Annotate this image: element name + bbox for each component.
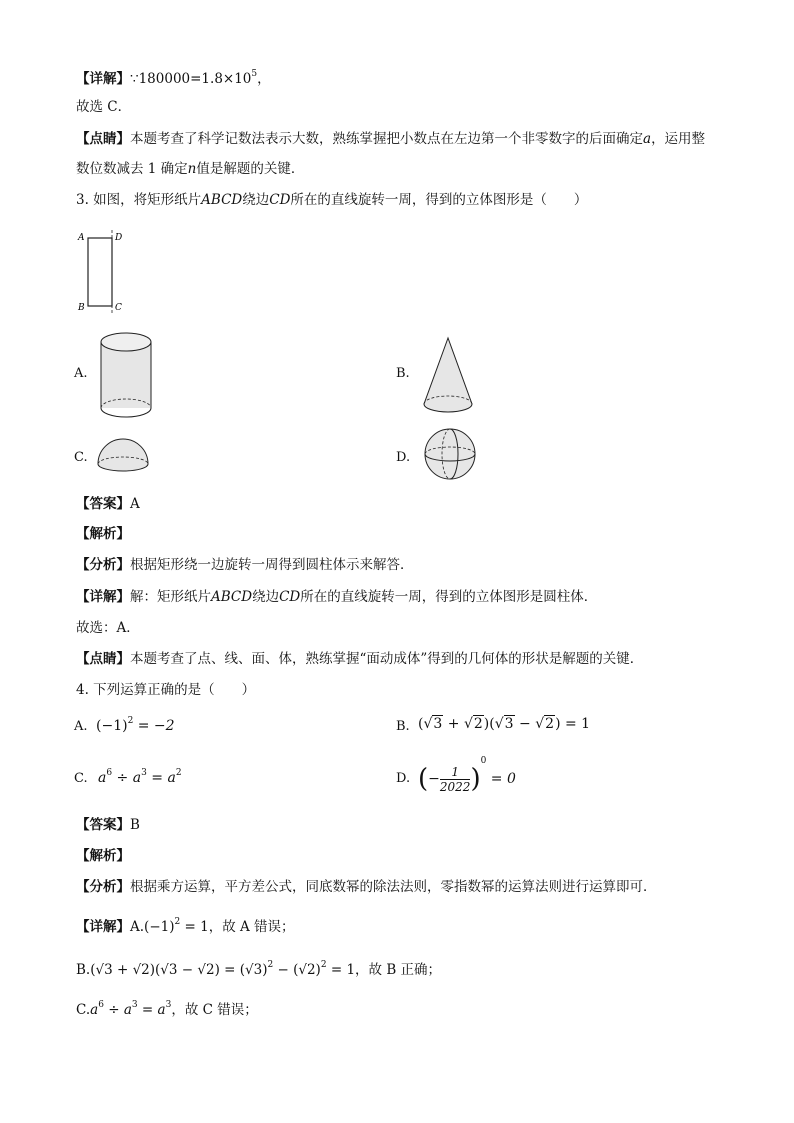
choose-3: 故选：A． <box>76 620 140 636</box>
exp: 6 <box>106 768 113 778</box>
fenxi-tag: 【分析】 <box>76 557 130 573</box>
q4-option-c-label: C. <box>74 771 88 786</box>
denominator: 2022 <box>439 779 471 794</box>
detail-text: 解：矩形纸片 <box>130 589 211 605</box>
numerator: 1 <box>451 764 459 779</box>
answer-3 <box>76 494 140 514</box>
var-a: a <box>167 770 176 786</box>
var-cd: CD <box>279 589 301 605</box>
exp: 3 <box>141 768 147 778</box>
op: ÷ <box>103 1002 124 1018</box>
point-text-c: 数位数减去 1 确定 <box>76 161 188 177</box>
point-tag: 【点睛】 <box>76 651 130 667</box>
detail-tail: ，故 A 错误； <box>208 919 295 935</box>
expr-rhs: = −2 <box>137 718 175 734</box>
label-a: A <box>78 233 85 243</box>
analysis-4-tag: 【解析】 <box>76 848 130 864</box>
var-abcd: ABCD <box>201 192 243 208</box>
radicand: 2 <box>473 716 483 732</box>
var-a: a <box>123 1002 132 1018</box>
q4-option-b-expr: (√3 + √2)(√3 − √2) = 1 <box>418 716 591 732</box>
analysis-3-tag: 【解析】 <box>76 526 130 542</box>
q4-option-c-expr <box>98 768 182 786</box>
paren: ) <box>555 716 561 732</box>
punct: ， <box>257 71 271 87</box>
expr-rhs: = 1 <box>180 919 209 935</box>
detail-tag: 【详解】 <box>76 919 130 935</box>
paren: ( <box>418 716 424 732</box>
expr: (√3 + √2)(√3 − √2) = (√3) <box>90 962 268 978</box>
answer-value: B <box>130 817 140 833</box>
point-3 <box>76 649 643 669</box>
exp: 6 <box>98 1000 104 1010</box>
question-3-stem <box>76 190 587 210</box>
fenxi-4 <box>76 877 657 897</box>
var-cd: CD <box>269 192 291 208</box>
detail-text: 绕边 <box>252 589 280 605</box>
answer-tag: 【答案】 <box>76 496 130 512</box>
point-line-2 <box>76 159 304 179</box>
fenxi-3 <box>76 555 414 575</box>
choose-line-1: 故选 C． <box>76 99 132 115</box>
var-a: a <box>157 1002 166 1018</box>
op: − <box>514 716 536 732</box>
exp: 2 <box>267 960 274 970</box>
rectangle-figure <box>76 228 136 318</box>
cone-icon <box>420 334 480 424</box>
op: = <box>137 1002 158 1018</box>
point-tag: 【点睛】 <box>76 131 130 147</box>
fenxi-text: 根据矩形绕一边旋转一周得到圆柱体示来解答． <box>130 557 414 573</box>
option-a-label: A. <box>74 366 88 381</box>
stem-text: 3. 如图，将矩形纸片 <box>76 192 202 208</box>
detail-line-1 <box>76 64 271 89</box>
fenxi-tag: 【分析】 <box>76 879 130 895</box>
q4-option-d-label: D. <box>396 771 411 786</box>
expr-rhs: = 1 <box>326 962 356 978</box>
cylinder-icon <box>98 330 158 420</box>
detail-tail: ，故 B 正确； <box>355 962 442 978</box>
point-line-1 <box>76 129 705 149</box>
label-d: D <box>115 233 123 243</box>
expr-exp: 2 <box>127 716 134 726</box>
exp: 0 <box>480 756 487 766</box>
point-text: 本题考查了科学记数法表示大数，熟练掌握把小数点在左边第一个非零数字的后面确定 <box>130 131 643 147</box>
expr-rhs: = 0 <box>490 771 516 787</box>
detail-text: ∵180000=1.8×10 <box>130 71 252 87</box>
var-a: a <box>132 770 142 786</box>
exp: 3 <box>165 1000 172 1010</box>
answer-value: A <box>130 496 140 512</box>
var-a: a <box>90 1002 99 1018</box>
detail-4-b <box>76 955 441 980</box>
point-text-d: 值是解题的关键． <box>196 161 305 177</box>
q4-option-a-label: A. <box>74 719 88 734</box>
q4-option-d-expr: (− $\frac{1}{2022}$ )$^0$ = 0 <box>418 756 516 794</box>
radicand: 2 <box>545 716 555 732</box>
option-c-label: C. <box>74 450 88 465</box>
exp: 2 <box>174 917 181 927</box>
question-4-stem: 4. 下列运算正确的是（ ） <box>76 682 256 698</box>
detail-4-a <box>76 912 295 937</box>
expr-base: (−1) <box>144 919 175 935</box>
paren: )( <box>483 716 495 732</box>
q4-option-b-label: B. <box>396 719 410 734</box>
point-text: 本题考查了点、线、面、体，熟练掌握“面动成体”得到的几何体的形状是解题的关键． <box>130 651 644 667</box>
fenxi-text: 根据乘方运算，平方差公式，同底数幂的除法法则，零指数幂的运算法则进行运算即可． <box>130 879 657 895</box>
stem-text: 绕边 <box>242 192 270 208</box>
label-b: B <box>78 303 85 313</box>
detail-tag: 【详解】 <box>76 589 130 605</box>
radicand: 3 <box>433 716 443 732</box>
detail-pre: A. <box>130 919 145 935</box>
point-text-b: ，运用整 <box>651 131 706 147</box>
answer-4 <box>76 815 140 835</box>
expr-rhs: = 1 <box>560 716 591 732</box>
answer-tag: 【答案】 <box>76 817 130 833</box>
option-b-label: B. <box>396 366 410 381</box>
detail-4-c <box>76 995 258 1020</box>
op: ÷ <box>112 770 133 786</box>
detail-text: 所在的直线旋转一周，得到的立体图形是圆柱体． <box>300 589 598 605</box>
sphere-icon <box>424 428 484 488</box>
op: + <box>443 716 464 732</box>
var-abcd: ABCD <box>211 589 253 605</box>
minus-sign: − <box>428 771 440 787</box>
expr: − (√2) <box>273 962 321 978</box>
detail-pre: C. <box>76 1002 91 1018</box>
exp: 3 <box>131 1000 138 1010</box>
exp: 2 <box>175 768 182 778</box>
var-a: a <box>98 770 107 786</box>
detail-tag: 【详解】 <box>76 71 130 87</box>
radicand: 3 <box>504 716 514 732</box>
label-c: C <box>115 303 122 313</box>
exp: 2 <box>320 960 327 970</box>
var-a: a <box>643 131 652 147</box>
stem-text: 所在的直线旋转一周，得到的立体图形是（ ） <box>290 192 588 208</box>
option-d-label: D. <box>396 450 411 465</box>
detail-tail: ，故 C 错误； <box>171 1002 258 1018</box>
detail-3 <box>76 587 597 607</box>
var-n: n <box>187 161 197 177</box>
expr-base: (−1) <box>96 718 128 734</box>
detail-pre: B. <box>76 962 91 978</box>
q4-option-a-expr <box>96 716 175 734</box>
fraction <box>440 765 471 794</box>
hemisphere-icon <box>96 436 156 476</box>
exponent: 5 <box>251 69 258 79</box>
op: = <box>146 770 168 786</box>
